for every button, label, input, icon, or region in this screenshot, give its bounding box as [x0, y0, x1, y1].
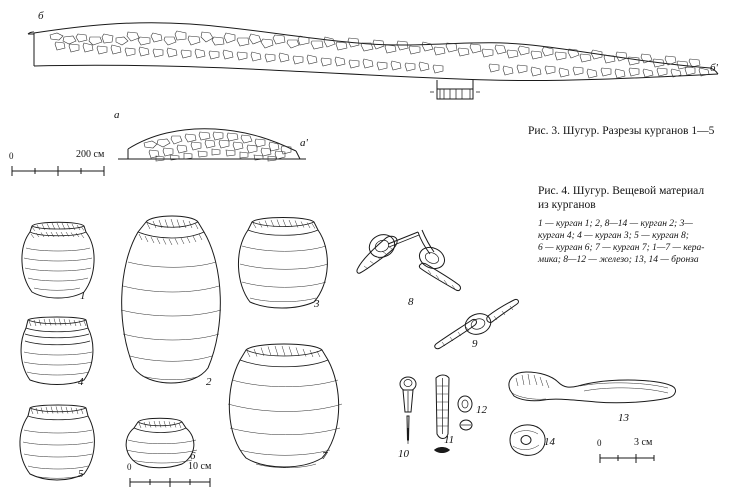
scale-sections-right-label: 200 см — [76, 149, 105, 160]
label-pot-4: 4 — [78, 376, 84, 388]
pottery-vessel-4 — [10, 308, 106, 393]
caption-fig4-line1: Рис. 4. Шугур. Вещевой материал — [538, 185, 705, 197]
section-label-a-left: а — [114, 109, 120, 121]
label-item-9: 9 — [472, 338, 478, 350]
pottery-vessel-3 — [228, 206, 338, 316]
caption-fig4-legend-3: мика; 8—12 — железо; 13, 14 — бронза — [538, 255, 699, 265]
scale-bar-metal — [596, 437, 676, 472]
label-item-8: 8 — [408, 296, 414, 308]
label-pot-5: 5 — [78, 468, 84, 480]
caption-fig4-legend-2: 6 — курган 6; 7 — курган 7; 1—7 — кера- — [538, 243, 705, 253]
label-item-12: 12 — [476, 404, 487, 416]
scale-bar-sections — [8, 149, 138, 181]
label-item-10: 10 — [398, 448, 409, 460]
caption-fig4-legend-1: курган 4; 4 — курган 3; 5 — курган 8; — [538, 231, 689, 241]
label-item-11: 11 — [444, 434, 455, 446]
bronze-artifact-14 — [502, 420, 566, 466]
scale-metal-right-label: 3 см — [634, 437, 653, 448]
label-pot-2: 2 — [206, 376, 212, 388]
caption-fig4-legend-0: 1 — курган 1; 2, 8—14 — курган 2; 3— — [538, 219, 693, 229]
pottery-vessel-2 — [108, 206, 234, 406]
label-pot-6: 6 — [190, 450, 196, 462]
pottery-vessel-5 — [10, 396, 106, 486]
iron-artifact-10 — [390, 372, 426, 472]
scale-pottery-right-label: 10 см — [188, 461, 212, 472]
caption-fig3: Рис. 3. Шугур. Разрезы курганов 1—5 — [528, 125, 715, 137]
scale-bar-pottery — [126, 461, 236, 494]
iron-artifact-12 — [452, 392, 496, 452]
label-pot-7: 7 — [322, 450, 328, 462]
scale-sections-left-label: 0 — [9, 151, 14, 161]
section-label-b-right: б' — [710, 62, 718, 74]
pottery-vessel-7 — [222, 332, 348, 477]
iron-artifact-9 — [430, 296, 550, 366]
pottery-vessel-1 — [10, 210, 106, 305]
caption-fig4-line2: из курганов — [538, 199, 596, 211]
label-pot-3: 3 — [314, 298, 320, 310]
label-pot-1: 1 — [80, 290, 86, 302]
section-label-a-right: а' — [300, 137, 308, 149]
figure-section-small — [110, 109, 320, 170]
label-item-13: 13 — [618, 412, 629, 424]
scale-metal-left-label: 0 — [597, 438, 602, 448]
figure-section-large — [20, 4, 730, 109]
section-label-b-left: б — [38, 10, 44, 22]
label-item-14: 14 — [544, 436, 555, 448]
scale-pottery-left-label: 0 — [127, 462, 132, 472]
